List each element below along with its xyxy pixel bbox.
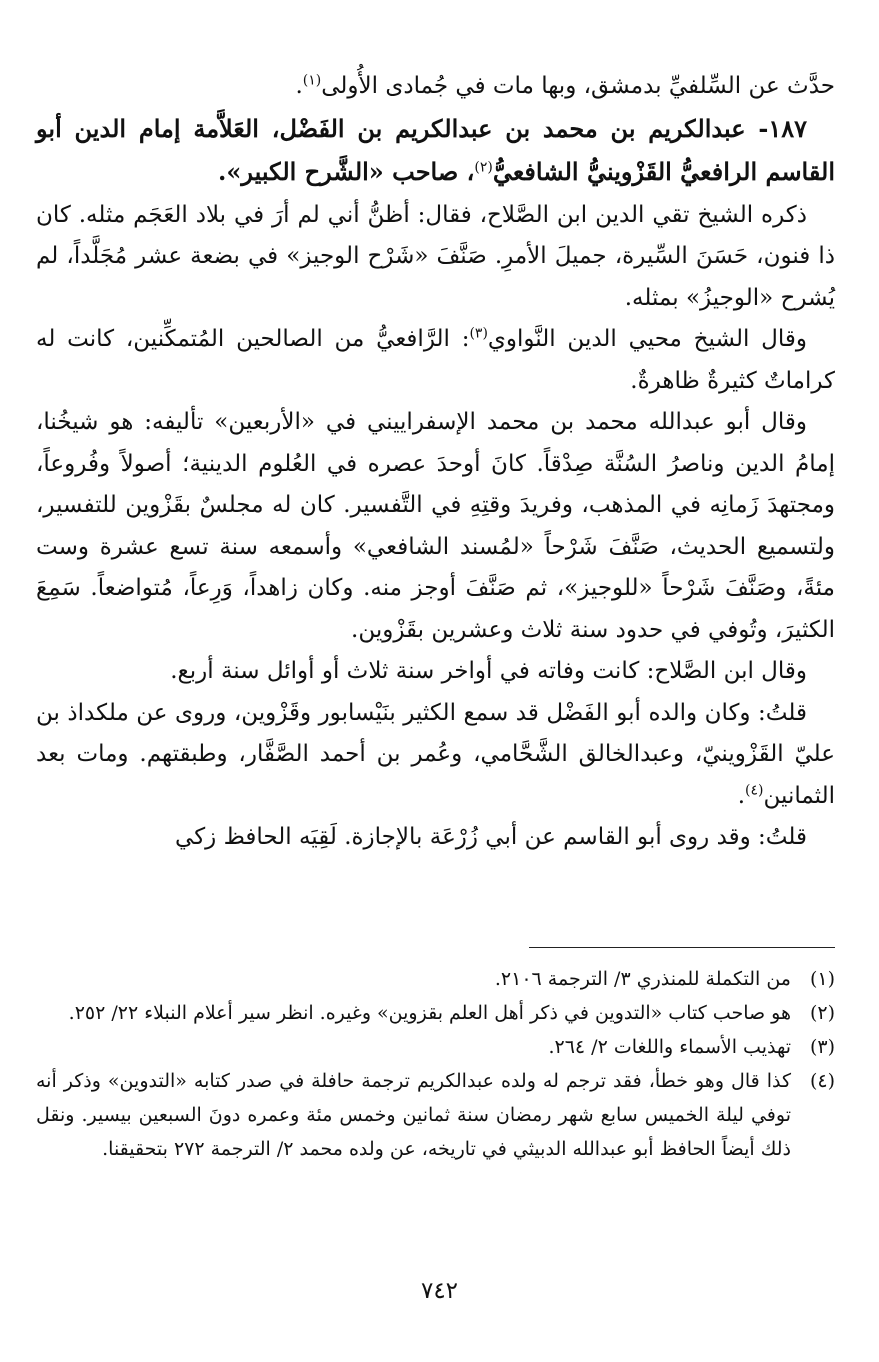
footnote-number: (١)	[809, 968, 835, 990]
paragraph-text: ذكره الشيخ تقي الدين ابن الصَّلاح، فقال: أظنُّ أني لم أرَ في بلاد العَجَم مثله. كان ذا فنون، حَسَنَ السِّيرة، جميلَ الأمرِ. صَنَّفَ «شَرْح الوجيز» في بضعة عشر مُجَلَّداً، لم يُشرح «الوجيزُ» بمثله.	[36, 201, 835, 311]
paragraph-text: حدَّث عن السِّلفيِّ بدمشق، وبها مات في جُمادى الأُولى	[321, 73, 835, 99]
entry-heading	[36, 108, 835, 195]
paragraph-text: قلتُ: وقد روى أبو القاسم عن أبي زُرْعَة بالإجازة. لَقِيَه الحافظ زكي	[175, 824, 807, 850]
footnote	[36, 1030, 835, 1064]
paragraph-continuation	[36, 66, 835, 108]
footnote-divider	[529, 947, 835, 948]
main-text	[36, 66, 835, 859]
footnote-text: تهذيب الأسماء واللغات ٢/ ٢٦٤.	[548, 1036, 791, 1058]
paragraph-text: .	[295, 73, 303, 99]
footnote	[36, 996, 835, 1030]
footnote-number: (٢)	[809, 1002, 835, 1024]
entry-title-tail: ، صاحب «الشَّرح الكبير».	[218, 157, 475, 186]
footnote-text: هو صاحب كتاب «التدوين في ذكر أهل العلم بقزوين» وغيره. انظر سير أعلام النبلاء ٢٢/ ٢٥٢.	[68, 1002, 791, 1024]
footnote-text: كذا قال وهو خطأ، فقد ترجم له ولده عبدالكريم ترجمة حافلة في صدر كتابه «التدوين» وذكر أنه توفي ليلة الخميس سابع شهر رمضان سنة ثمانين وخمس مئة وعمره دونَ السبعين بيسير. ونقل ذلك أيضاً الحافظ أبو عبدالله الدبيثي في تاريخه، عن ولده محمد ٢/ الترجمة ٢٧٢ بتحقيقنا.	[36, 1070, 791, 1160]
footnote-number: (٤)	[809, 1070, 835, 1092]
footnotes	[36, 962, 835, 1166]
footnote-ref: (١)	[302, 72, 322, 89]
footnote-ref: (٢)	[474, 159, 493, 176]
paragraph-text: وقال الشيخ محيي الدين النَّواوي	[487, 326, 807, 352]
paragraph-text: وقال ابن الصَّلاح: كانت وفاته في أواخر سنة ثلاث أو أوائل سنة أربع.	[170, 658, 807, 684]
paragraph-text: قلتُ: وكان والده أبو الفَضْل قد سمع الكثير بنَيْسابور وقَزْوين، وروى عن ملكداذ بن عليّ القَزْوينيّ، وعبدالخالق الشَّحَّامي، وعُمر بن أحمد الصَّفَّار، وطبقتهم. ومات بعد الثمانين	[36, 699, 835, 809]
page-number: ٧٤٢	[420, 1278, 459, 1304]
paragraph	[36, 817, 835, 859]
footnote-ref: (٤)	[745, 781, 764, 798]
paragraph	[36, 693, 835, 818]
footnote-number: (٣)	[809, 1036, 835, 1058]
paragraph-text: .	[737, 782, 746, 809]
paragraph-text: : الرَّافعيُّ من الصالحين المُتمكِّنين، كانت له كراماتٌ كثيرةٌ ظاهرةٌ.	[36, 326, 835, 394]
paragraph	[36, 195, 835, 320]
footnote-text: من التكملة للمنذري ٣/ الترجمة ٢١٠٦.	[494, 968, 791, 990]
paragraph	[36, 319, 835, 402]
paragraph-text: وقال أبو عبدالله محمد بن محمد الإسفراييني في «الأربعين» تأليفه: هو شيخُنا، إمامُ الدين وناصرُ السُنَّة صِدْقاً. كانَ أوحدَ عصره في العُلوم الدينية؛ أصولاً وفُروعاً، ومجتهدَ زَمانِه في المذهب، وفريدَ وقتِهِ في التَّفسير. كان له مجلسٌ بقَزْوين للتفسير، ولتسميع الحديث، صَنَّفَ شَرْحاً «لمُسند الشافعي» وأسمعه سنة تسع عشرة وست مئةً، وصَنَّفَ شَرْحاً «للوجيز»، ثم صَنَّفَ أوجز منه. وكان زاهداً، وَرِعاً، مُتواضعاً. سَمِعَ الكثيرَ، وتُوفي في حدود سنة ثلاث وعشرين بقَزْوين.	[36, 409, 835, 643]
paragraph	[36, 651, 835, 693]
paragraph	[36, 402, 835, 651]
entry-title: ١٨٧- عبدالكريم بن محمد بن عبدالكريم بن الفَضْل، العَلاَّمة إمام الدين أبو القاسم الرافعيُّ القَزْوينيُّ الشافعيُّ	[36, 113, 835, 186]
footnote-ref: (٣)	[469, 325, 488, 342]
footnote	[36, 1064, 835, 1166]
footnote	[36, 962, 835, 996]
